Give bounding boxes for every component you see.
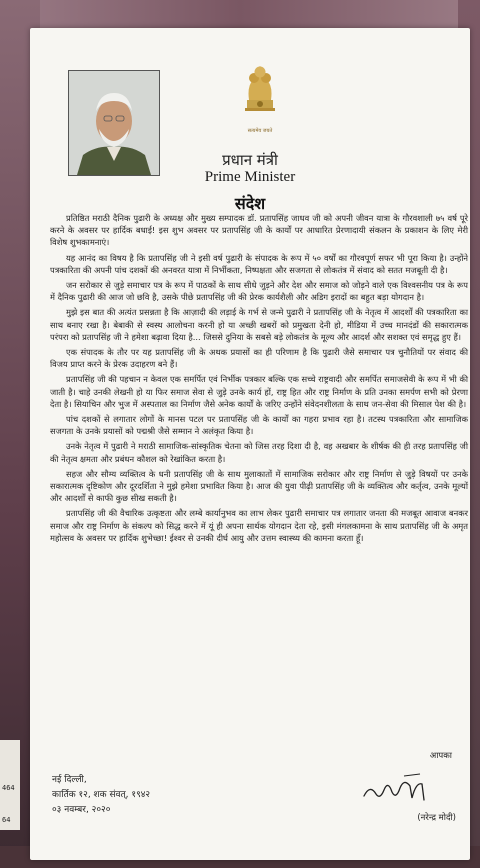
message-heading: संदेश — [234, 194, 266, 213]
edge-strip-top-text: 464 — [2, 784, 15, 792]
paragraph: उनके नेतृत्व में पुढारी ने मराठी सामाजिक-सांस्कृतिक चेतना को जिस तरह दिशा दी है, वह अखबार के शीर्षक की ही तरह प्रतापसिंह जी की नेतृत्व क्षमता और प्रबंधन कौशल को रेखांकित करता है। — [50, 441, 468, 464]
paragraph: प्रतिष्ठित मराठी दैनिक पुढारी के अध्यक्ष और मुख्य सम्पादक डॉ. प्रतापसिंह जाधव जी को अपनी जीवन यात्रा के गौरवशाली ७५ वर्ष पूरे करने के अवसर पर हार्दिक बधाई! इस शुभ अवसर पर प्रतापसिंह जी के कार्यों पर आधारित प्रेरणादायी संकलन के प्रकाशन के लिए मेरी विशेष शुभकामनाएं। — [50, 213, 468, 248]
edge-strip-bottom-text: 64 — [2, 816, 11, 824]
paragraph: एक संपादक के तौर पर यह प्रतापसिंह जी के अथक प्रयासों का ही परिणाम है कि पुढारी जैसे समाचार पत्र चुनौतियों पर संवाद की विजय प्राप्त करने के प्रेरक उदाहरण बने हैं। — [50, 347, 468, 370]
signatory-name: (नरेन्द्र मोदी) — [417, 813, 456, 823]
dateline-saka-date: कार्तिक १२, शक संवत्, १९४२ — [52, 790, 151, 800]
dateline-place: नई दिल्ली, — [52, 775, 87, 785]
signature-icon — [360, 770, 430, 808]
title-english: Prime Minister — [204, 169, 296, 185]
background-top — [0, 0, 480, 30]
national-emblem-icon — [235, 56, 285, 128]
title-hindi: प्रधान मंत्री — [222, 151, 278, 169]
paragraph: प्रतापसिंह जी की पहचान न केवल एक समर्पित एवं निर्भीक पत्रकार बल्कि एक सच्चे राष्ट्रवादी और समर्पित समाजसेवी के रूप में भी की जाती है। चाहे उनकी लेखनी हो या फिर समाज सेवा से जुड़े उनके कार्य हों, राष्ट्र हित और राष्ट्र निर्माण के प्रति उनका समर्पण सभी को प्रेरणा देता है। सियाचिन और भुज में अस्पताल का निर्माण जैसे अनेक कार्यों के जरिए उन्होंने संवेदनशीलता के साथ जन-सेवा की मिसाल पेश की है। — [50, 374, 468, 409]
paragraph: यह आनंद का विषय है कि प्रतापसिंह जी ने इसी वर्ष पुढारी के संपादक के रूप में ५० वर्षों का गौरवपूर्ण सफर भी पूरा किया है। उन्होंने पत्रकारिता की अपनी पांच दशकों की अनवरत यात्रा में निर्भीकता, निष्पक्षता और सजगता से लोकतंत्र में संवाद को सतत मजबूती दी है। — [50, 252, 468, 275]
paragraph: मुझे इस बात की अत्यंत प्रसन्नता है कि आज़ादी की लड़ाई के गर्भ से जन्मे पुढारी ने प्रतापसिंह जी के नेतृत्व में आदर्शों की पत्रकारिता का साथ बनाए रखा है। बेबाकी से स्वस्थ आलोचना करनी हो या अच्छी खबरों को प्रमुखता देनी हो, मीडिया में उच्च मानदंडों की सकारात्मक परंपरा को प्रतापसिंह जी ने हमेशा बढ़ावा दिया है... जिससे दुनिया के सबसे बड़े लोकतंत्र के मूल्य और आदर्श और सशक्त एवं समृद्ध हुए हैं। — [50, 307, 468, 342]
dateline — [52, 773, 150, 818]
paragraph: प्रतापसिंह जी की वैचारिक उत्कृष्टता और लम्बे कार्यानुभव का लाभ लेकर पुढारी समाचार पत्र लगातार जनता की मजबूत आवाज बनकर समाज और राष्ट्र निर्माण के संकल्प को सिद्ध करने में यूं ही अपना सार्थक योगदान देता रहे, इसी मंगलकामना के साथ प्रतापसिंह जी के अमृत महोत्सव के अवसर पर हार्दिक शुभेच्छा! ईश्वर से उनकी दीर्घ आयु और उत्तम स्वास्थ्य की कामना करता हूँ। — [50, 508, 468, 543]
emblem-motto: सत्यमेव जयते — [247, 128, 273, 134]
closing-salutation: आपका — [429, 751, 452, 761]
paragraph: सहज और सौम्य व्यक्तित्व के धनी प्रतापसिंह जी के साथ मुलाकातों में सामाजिक सरोकार और राष्ट्र निर्माण से जुड़े विषयों पर उनके सकारात्मक दृष्टिकोण और दूरदर्शिता ने मुझे हमेशा प्रभावित किया है। आज की युवा पीढ़ी प्रतापसिंह जी के व्यक्तित्व और कर्तृत्व, उनके मूल्यों और आदर्शों से काफी कुछ सीख सकती है। — [50, 468, 468, 504]
book-edge-strip — [0, 740, 20, 830]
message-body — [50, 212, 468, 547]
message-page — [30, 28, 470, 860]
dateline-date: ०३ नवम्बर, २०२० — [52, 805, 111, 815]
paragraph: पांच दशकों से लगातार लोगों के मानस पटल पर प्रतापसिंह जी के कार्यों का गहरा प्रभाव रहा है। तटस्थ पत्रकारिता और सामाजिक सजगता के उनके प्रयासों को पद्मश्री जैसे सम्मान ने अलंकृत किया है। — [50, 414, 468, 437]
paragraph: जन सरोकार से जुड़े समाचार पत्र के रूप में पाठकों के साथ सीधे जुड़ने और देश और समाज को जोड़ने वाले एक विश्वसनीय पत्र के रूप में दैनिक पुढारी की आज जो छवि है, उसके पीछे प्रतापसिंह जी की प्रेरक कार्यशैली और अडिग इरादों का बहुत बड़ा योगदान है। — [50, 280, 468, 303]
